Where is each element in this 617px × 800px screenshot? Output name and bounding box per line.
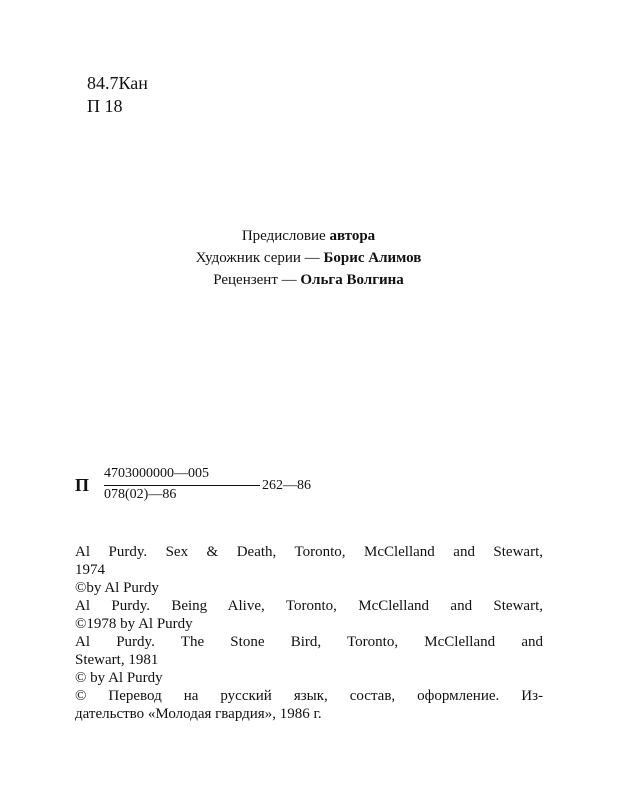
catalog-numerator: 4703000000—005 bbox=[104, 466, 209, 481]
catalog-denominator: 078(02)—86 bbox=[104, 487, 177, 502]
credit-value: Борис Алимов bbox=[323, 250, 422, 266]
credit-label: Предисловие bbox=[241, 228, 326, 244]
copyright-line: 1974 bbox=[75, 562, 105, 578]
catalog-code: 262—86 bbox=[262, 478, 311, 493]
credit-line-artist bbox=[0, 248, 617, 268]
credit-label: Художник серии — bbox=[195, 250, 320, 266]
fraction-line bbox=[104, 485, 260, 486]
copyright-line: ©1978 by Al Purdy bbox=[75, 616, 193, 632]
copyright-line: ©by Al Purdy bbox=[75, 580, 159, 596]
copyright-line: © by Al Purdy bbox=[75, 670, 163, 686]
credit-value: Ольга Волгина bbox=[300, 272, 404, 288]
credit-line-reviewer bbox=[0, 270, 617, 290]
copyright-line: Al Purdy. Being Alive, Toronto, McClelland and Stewart, bbox=[75, 598, 543, 614]
copyright-line: Al Purdy. The Stone Bird, Toronto, McClelland and bbox=[75, 634, 543, 650]
credit-label: Рецензент — bbox=[213, 272, 297, 288]
copyright-block bbox=[75, 543, 543, 723]
copyright-line: Stewart, 1981 bbox=[75, 652, 159, 668]
copyright-line: дательство «Молодая гвардия», 1986 г. bbox=[75, 706, 322, 722]
author-mark: П 18 bbox=[87, 96, 123, 116]
copyright-line: © Перевод на русский язык, состав, оформление. Из- bbox=[75, 688, 543, 704]
bbk-code: 84.7Кан bbox=[87, 73, 148, 93]
credit-value: автора bbox=[329, 228, 376, 244]
catalog-letter: П bbox=[75, 475, 90, 495]
credit-line-preface bbox=[0, 226, 617, 246]
copyright-line: Al Purdy. Sex & Death, Toronto, McClelland and Stewart, bbox=[75, 544, 543, 560]
